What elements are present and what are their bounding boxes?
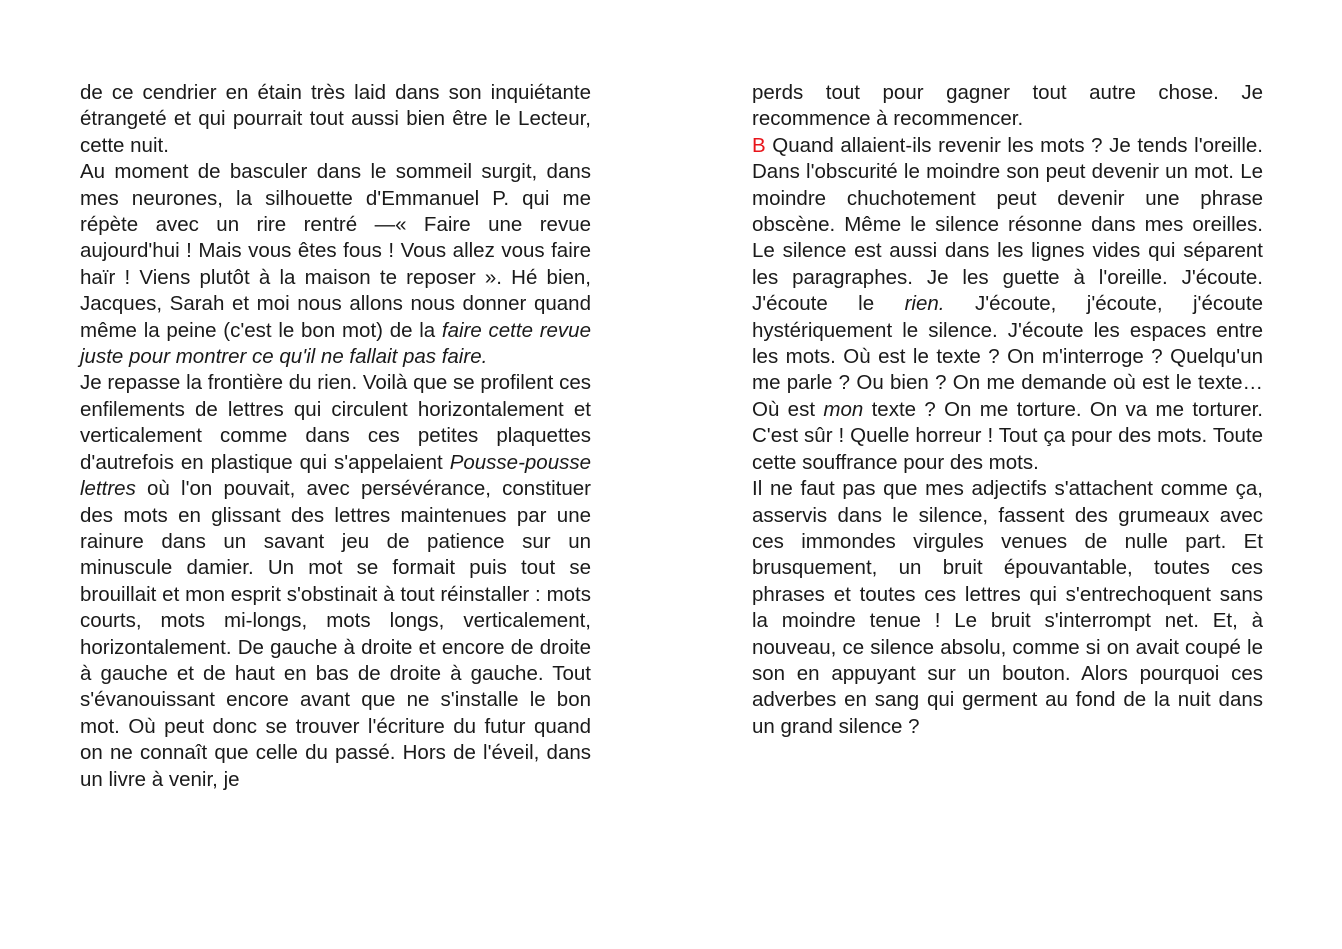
section-letter-marker: B [752, 133, 766, 157]
left-p3-text-b: où l'on pouvait, avec persévérance, constituer des mots en glissant des lettres maintenues par une rainure dans un savant jeu de patience sur un minuscule damier. Un mot se formait puis tout se brouillait et mon esprit s'obstinait à tout réinstaller : mots courts, mots mi-longs, mots longs, verticalement, horizontalement. De gauche à droite et encore de droite à gauche et de haut en bas de droite à gauche. Tout s'évanouissant encore avant que ne s'installe le bon mot. Où peut donc se trouver l'écriture du futur quand on ne connaît que celle du passé. Hors de l'éveil, dans un livre à venir, je [80, 477, 591, 791]
right-p3-text: Il ne faut pas que mes adjectifs s'attachent comme ça, asservis dans le silence, fassent des grumeaux avec ces immondes virgules venues de nulle part. Et brusquement, un bruit épouvantable, toutes ces phrases et toutes ces lettres qui s'entrechoquent sans la moindre tenue ! Le bruit s'interrompt net. Et, à nouveau, ce silence absolu, comme si on avait coupé le son en appuyant sur un bouton. Alors pourquoi ces adverbes en sang qui germent au fond de la nuit dans un grand silence ? [752, 477, 1263, 738]
left-p1-text: de ce cendrier en étain très laid dans son inquiétante étrangeté et qui pourrait tout aussi bien être le Lecteur, cette nuit. [80, 81, 591, 157]
right-p2-text-a: Quand allaient-ils revenir les mots ? Je tends l'oreille. Dans l'obscurité le moindre son peut devenir un mot. Le moindre chuchotement peut devenir une phrase obscène. Même le silence résonne dans mes oreilles. Le silence est aussi dans les lignes vides qui séparent les paragraphes. Je les guette à l'oreille. J'écoute. J'écoute le [752, 133, 1263, 316]
right-p2-text-b: J'écoute, j'écoute, j'écoute hystériquement le silence. J'écoute les espaces entre les mots. Où est le texte ? On m'interroge ? Quelqu'un me parle ? Ou bien ? On me demande où est le texte…Où est [752, 292, 1264, 421]
left-page [80, 80, 591, 793]
left-p3-text-a: Je repasse la frontière du rien. Voilà que se profilent ces enfilements de lettres qui circulent horizontalement et verticalement comme dans ces petites plaquettes d'autrefois en plastique qui s'appelaient [80, 371, 591, 474]
right-p2-text-c: texte ? On me torture. On va me torturer. C'est sûr ! Quelle horreur ! Tout ça pour des mots. Toute cette souffrance pour des mots. [752, 397, 1263, 474]
left-p3-italic: Pousse-pousse lettres [80, 450, 591, 501]
right-p2-italic-2: mon [823, 397, 864, 421]
right-page [752, 80, 1263, 740]
right-p1-text: perds tout pour gagner tout autre chose. Je recommence à recommencer. [752, 81, 1263, 131]
left-p2-italic: faire cette revue juste pour montrer ce qu'il ne fallait pas faire. [80, 318, 591, 369]
right-paragraph-3 [752, 476, 1263, 740]
right-p2-italic-1: rien. [904, 292, 945, 316]
left-paragraph-3 [80, 370, 591, 793]
left-paragraph-2 [80, 159, 591, 370]
left-paragraph-1 [80, 80, 591, 159]
right-paragraph-1 [752, 80, 1263, 133]
right-paragraph-2 [752, 133, 1263, 476]
left-p2-text: Au moment de basculer dans le sommeil surgit, dans mes neurones, la silhouette d'Emmanuel P. qui me répète avec un rire rentré —« Faire une revue aujourd'hui ! Mais vous êtes fous ! Vous allez vous faire haïr ! Viens plutôt à la maison te reposer ». Hé bien, Jacques, Sarah et moi nous allons nous donner quand même la peine (c'est le bon mot) de la [80, 160, 591, 342]
